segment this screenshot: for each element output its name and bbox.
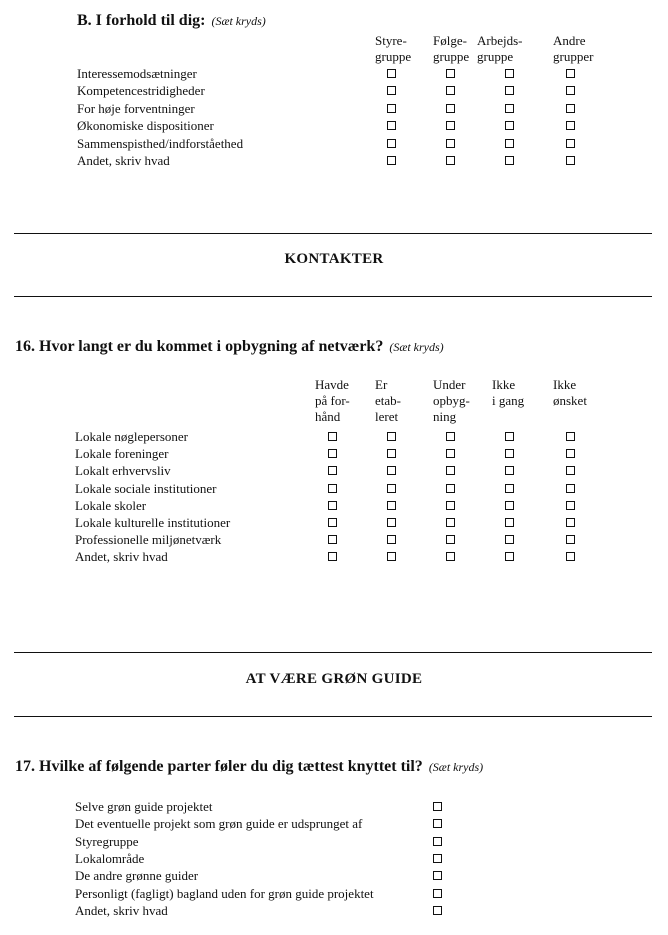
q17-title	[15, 758, 483, 776]
checkbox[interactable]	[566, 466, 575, 475]
checkbox[interactable]	[446, 86, 455, 95]
column-header: Ikke ønsket	[553, 377, 587, 408]
row-label: For høje forventninger	[77, 100, 195, 116]
checkbox[interactable]	[566, 432, 575, 441]
checkbox[interactable]	[505, 86, 514, 95]
checkbox[interactable]	[328, 501, 337, 510]
q17-hint: (Sæt kryds)	[428, 760, 484, 774]
checkbox[interactable]	[505, 518, 514, 527]
row-label: Det eventuelle projekt som grøn guide er udsprunget af	[75, 816, 363, 832]
divider-rule	[14, 716, 652, 717]
checkbox[interactable]	[566, 535, 575, 544]
checkbox[interactable]	[505, 156, 514, 165]
checkbox[interactable]	[505, 466, 514, 475]
checkbox[interactable]	[566, 518, 575, 527]
checkbox[interactable]	[505, 449, 514, 458]
column-header: Under opbyg- ning	[433, 377, 470, 424]
checkbox[interactable]	[328, 484, 337, 493]
checkbox[interactable]	[566, 86, 575, 95]
checkbox[interactable]	[387, 86, 396, 95]
checkbox[interactable]	[566, 104, 575, 113]
checkbox[interactable]	[566, 484, 575, 493]
checkbox[interactable]	[387, 501, 396, 510]
checkbox[interactable]	[446, 449, 455, 458]
checkbox[interactable]	[505, 69, 514, 78]
column-header: Er etab- leret	[375, 377, 401, 424]
row-label: Lokalområde	[75, 850, 145, 866]
row-label: Personligt (fagligt) bagland uden for grøn guide projektet	[75, 885, 374, 901]
row-label: Lokale nøglepersoner	[75, 429, 188, 444]
row-label: Økonomiske dispositioner	[77, 118, 214, 134]
checkbox[interactable]	[566, 156, 575, 165]
kontakter-heading: KONTAKTER	[284, 251, 384, 267]
checkbox[interactable]	[446, 69, 455, 78]
checkbox[interactable]	[505, 104, 514, 113]
row-label: Selve grøn guide projektet	[75, 799, 213, 814]
checkbox[interactable]	[387, 518, 396, 527]
section-b-title	[77, 12, 266, 30]
column-header: Havde på for- hånd	[315, 377, 350, 424]
checkbox[interactable]	[387, 139, 396, 148]
q17-title-text: 17. Hvilke af følgende parter føler du dig tættest knyttet til?	[15, 758, 423, 775]
checkbox[interactable]	[387, 432, 396, 441]
checkbox[interactable]	[328, 432, 337, 441]
checkbox[interactable]	[505, 552, 514, 561]
checkbox[interactable]	[446, 501, 455, 510]
checkbox[interactable]	[387, 156, 396, 165]
checkbox[interactable]	[446, 432, 455, 441]
column-header: Følge- gruppe	[433, 33, 470, 64]
checkbox[interactable]	[433, 837, 442, 846]
row-label: Andet, skriv hvad	[75, 549, 168, 565]
row-label: Professionelle miljønetværk	[75, 532, 222, 548]
checkbox[interactable]	[328, 518, 337, 527]
q16-hint: (Sæt kryds)	[389, 340, 444, 354]
q16-title	[15, 338, 444, 356]
checkbox[interactable]	[387, 535, 396, 544]
section-b-title-text: B. I forhold til dig:	[77, 12, 206, 29]
checkbox[interactable]	[387, 449, 396, 458]
row-label: Andet, skriv hvad	[77, 153, 170, 168]
row-label: Lokale foreninger	[75, 446, 169, 462]
checkbox[interactable]	[387, 552, 396, 561]
checkbox[interactable]	[446, 535, 455, 544]
checkbox[interactable]	[566, 69, 575, 78]
q16-title-text: 16. Hvor langt er du kommet i opbygning af netværk?	[15, 338, 384, 355]
checkbox[interactable]	[328, 552, 337, 561]
checkbox[interactable]	[433, 854, 442, 863]
checkbox[interactable]	[505, 121, 514, 130]
divider-rule	[14, 296, 652, 297]
column-header: Andre grupper	[553, 33, 594, 64]
checkbox[interactable]	[566, 139, 575, 148]
checkbox[interactable]	[446, 121, 455, 130]
checkbox[interactable]	[387, 121, 396, 130]
checkbox[interactable]	[328, 466, 337, 475]
checkbox[interactable]	[505, 484, 514, 493]
checkbox[interactable]	[433, 802, 442, 811]
row-label: Lokale kulturelle institutioner	[75, 515, 231, 530]
row-label: Lokale skoler	[75, 497, 147, 513]
checkbox[interactable]	[446, 518, 455, 527]
checkbox[interactable]	[505, 139, 514, 148]
checkbox[interactable]	[433, 819, 442, 828]
checkbox[interactable]	[566, 121, 575, 130]
row-label: Lokale sociale institutioner	[75, 480, 217, 496]
row-label: De andre grønne guider	[75, 868, 199, 884]
divider-rule	[14, 652, 652, 653]
column-header: Arbejds- gruppe	[477, 33, 523, 64]
checkbox[interactable]	[566, 449, 575, 458]
checkbox[interactable]	[446, 466, 455, 475]
divider-rule	[14, 233, 652, 234]
checkbox[interactable]	[387, 466, 396, 475]
groen-guide-heading: AT VÆRE GRØN GUIDE	[245, 671, 423, 687]
checkbox[interactable]	[433, 871, 442, 880]
row-label: Interessemodsætninger	[77, 66, 197, 81]
column-header: Styre- gruppe	[375, 33, 412, 64]
checkbox[interactable]	[433, 889, 442, 898]
checkbox[interactable]	[387, 104, 396, 113]
column-header: Ikke i gang	[492, 377, 525, 408]
row-label: Lokalt erhvervsliv	[75, 463, 171, 479]
row-label: Kompetencestridigheder	[77, 83, 205, 99]
checkbox[interactable]	[566, 552, 575, 561]
row-label: Andet, skriv hvad	[75, 902, 168, 918]
checkbox[interactable]	[505, 432, 514, 441]
checkbox[interactable]	[387, 484, 396, 493]
checkbox[interactable]	[505, 501, 514, 510]
checkbox[interactable]	[433, 906, 442, 915]
checkbox[interactable]	[446, 552, 455, 561]
row-label: Sammenspisthed/indforståethed	[77, 135, 244, 151]
checkbox[interactable]	[566, 501, 575, 510]
row-label: Styregruppe	[75, 833, 139, 849]
checkbox[interactable]	[446, 104, 455, 113]
section-b-hint: (Sæt kryds)	[211, 14, 266, 28]
checkbox[interactable]	[328, 449, 337, 458]
checkbox[interactable]	[505, 535, 514, 544]
checkbox[interactable]	[446, 484, 455, 493]
checkbox[interactable]	[446, 156, 455, 165]
checkbox[interactable]	[446, 139, 455, 148]
checkbox[interactable]	[328, 535, 337, 544]
checkbox[interactable]	[387, 69, 396, 78]
